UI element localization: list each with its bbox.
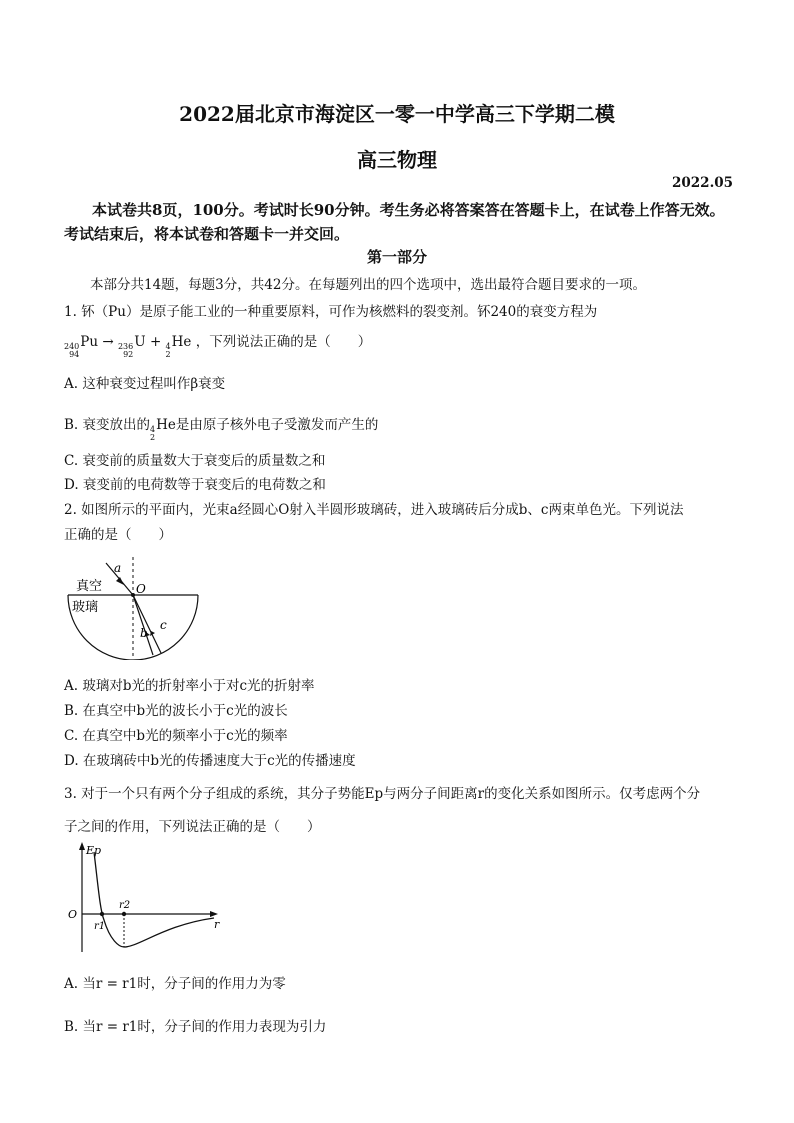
part-title: 第一部分 <box>366 248 427 266</box>
q3-option-a: A. 当r = r1时，分子间的作用力为零 <box>64 976 286 992</box>
label-o: O <box>68 908 78 921</box>
label-ep: Ep <box>86 844 102 857</box>
label-glass: 玻璃 <box>72 600 99 615</box>
label-r: r <box>214 918 220 931</box>
q1-option-c: C. 衰变前的质量数大于衰变后的质量数之和 <box>64 453 326 469</box>
label-vacuum: 真空 <box>76 579 103 594</box>
q1-decay-equation: 240 94 Pu → 236 92 U + 4 2 He <box>64 334 192 359</box>
q2-figure <box>64 555 204 660</box>
exam-subtitle: 高三物理 <box>357 148 437 172</box>
q2-option-b: B. 在真空中b光的波长小于c光的波长 <box>64 703 288 719</box>
exam-notice: 本试卷共8页，100分。考试时长90分钟。考生务必将答案答在答题卡上，在试卷上作答无效。考试结束后，将本试卷和答题卡一并交回。 <box>64 201 725 243</box>
q1-option-a: A. 这种衰变过程叫作β衰变 <box>64 376 226 392</box>
q1-option-b: B. 衰变放出的 4 2 He是由原子核外电子受激发而产生的 <box>64 417 379 442</box>
q3-stem-line1: 3. 对于一个只有两个分子组成的系统，其分子势能Ep与两分子间距离r的变化关系如图所示。仅考虑两个分 <box>64 786 701 802</box>
q2-option-a: A. 玻璃对b光的折射率小于对c光的折射率 <box>64 678 315 694</box>
r1-point <box>100 912 104 916</box>
ray-b <box>133 595 153 655</box>
part-intro: 本部分共14题，每题3分，共42分。在每题列出的四个选项中，选出最符合题目要求的一项。 <box>90 277 646 293</box>
y-axis-arrow <box>79 842 85 850</box>
label-c: c <box>160 618 167 632</box>
ray-c <box>133 595 161 653</box>
label-r1: r1 <box>94 921 106 932</box>
label-b: b <box>140 626 148 640</box>
ep-curve <box>94 852 214 947</box>
q2-stem-line2: 正确的是（ ） <box>64 527 172 543</box>
q1-stem-tail: ，下列说法正确的是（ ） <box>195 334 372 350</box>
q3-option-b: B. 当r = r1时，分子间的作用力表现为引力 <box>64 1019 327 1035</box>
r2-point <box>122 912 126 916</box>
label-o: O <box>136 582 146 596</box>
q1-stem: 1. 钚（Pu）是原子能工业的一种重要原料，可作为核燃料的裂变剂。钚240的衰变方程为 <box>64 304 598 320</box>
q3-stem-line2: 子之间的作用，下列说法正确的是（ ） <box>64 819 321 835</box>
x-axis-arrow <box>210 911 218 917</box>
q2-option-c: C. 在真空中b光的频率小于c光的频率 <box>64 728 288 744</box>
center-point <box>131 593 135 597</box>
q1-option-d: D. 衰变前的电荷数等于衰变后的电荷数之和 <box>64 477 326 493</box>
exam-title: 2022届北京市海淀区一零一中学高三下学期二模 <box>179 102 615 126</box>
label-r2: r2 <box>119 900 131 911</box>
q2-stem-line1: 2. 如图所示的平面内，光束a经圆心O射入半圆形玻璃砖，进入玻璃砖后分成b、c两束单色光。下列说法 <box>64 502 684 518</box>
q3-figure <box>64 840 226 955</box>
ray-a-arrow <box>116 577 124 585</box>
q1-equation-line <box>64 330 371 359</box>
exam-date: 2022.05 <box>672 175 734 191</box>
q2-option-d: D. 在玻璃砖中b光的传播速度大于c光的传播速度 <box>64 753 356 769</box>
label-a: a <box>114 561 122 575</box>
